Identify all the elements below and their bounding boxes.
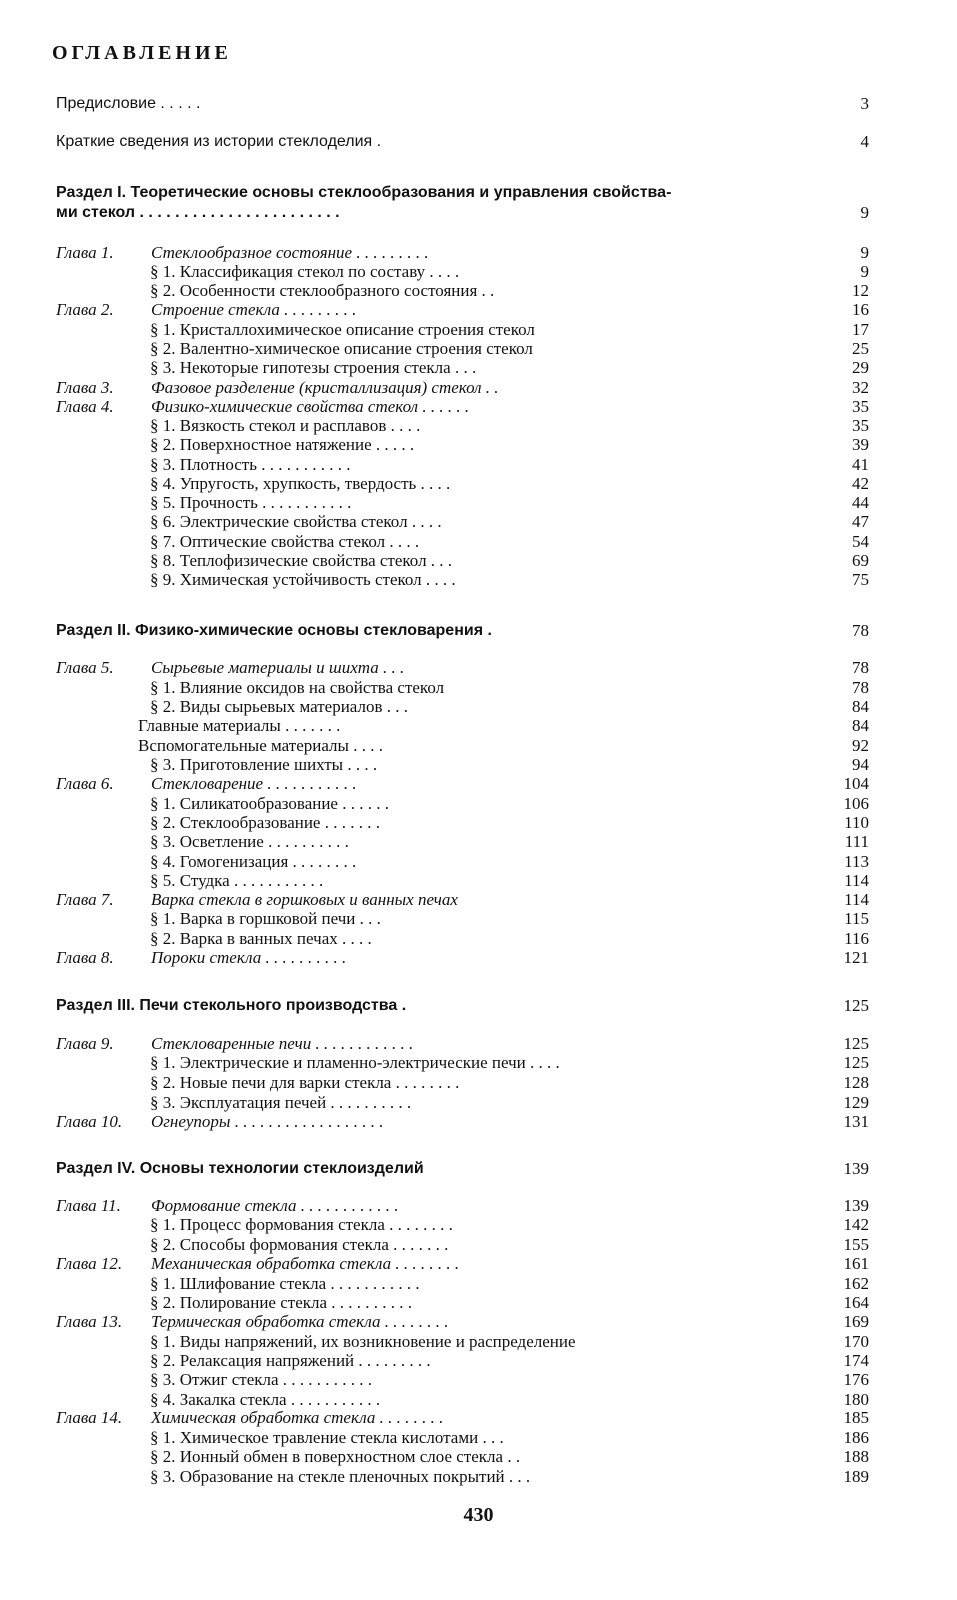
toc-entry-page: 69: [852, 551, 869, 570]
toc-entry-page: 161: [843, 1254, 869, 1273]
toc-entry-sec: [0, 678, 957, 697]
toc-entry-sec: [0, 871, 957, 890]
chapter-prefix: Глава 10.: [56, 1112, 123, 1131]
toc-entry-sub: [0, 736, 957, 755]
toc-entry-text: Варка стекла в горшковых и ванных печах: [151, 890, 458, 909]
toc-entry-sec: [0, 532, 957, 551]
toc-entry-text: § 4. Гомогенизация . . . . . . . .: [150, 852, 357, 871]
toc-entry-label: [150, 1093, 411, 1112]
toc-entry-chapter: [0, 397, 957, 416]
toc-entry-text: § 1. Вязкость стекол и расплавов . . . .: [150, 416, 421, 435]
toc-entry-sec: [0, 1467, 957, 1486]
toc-entry-text: Физико-химические свойства стекол . . . . . .: [151, 397, 470, 416]
toc-entry-page: 114: [844, 871, 869, 890]
toc-entry-page: 4: [860, 132, 869, 151]
toc-entry-page: 128: [843, 1073, 869, 1092]
toc-entry-sec: [0, 929, 957, 948]
toc-entry-sec: [0, 1274, 957, 1293]
toc-entry-label: [56, 621, 492, 640]
toc-entry-sec: [0, 832, 957, 851]
toc-entry-label: [150, 1390, 380, 1409]
toc-entry-page: 142: [843, 1215, 869, 1234]
toc-entry-page: 169: [843, 1312, 869, 1331]
toc-entry-text: § 2. Полирование стекла . . . . . . . . . .: [150, 1293, 413, 1312]
toc-entry-text: Фазовое разделение (кристаллизация) стекол . .: [151, 378, 499, 397]
toc-entry-text: § 2. Ионный обмен в поверхностном слое стекла . .: [150, 1447, 521, 1466]
toc-entry-page: 94: [852, 755, 869, 774]
toc-entry-page: 139: [843, 1159, 869, 1178]
toc-entry-sec: [0, 794, 957, 813]
toc-entry-text: § 4. Упругость, хрупкость, твердость . . . .: [150, 474, 451, 493]
toc-entry-text: Стеклообразное состояние . . . . . . . . .: [151, 243, 429, 262]
toc-entry-sec: [0, 262, 957, 281]
toc-entry-text: § 1. Силикатообразование . . . . . .: [150, 794, 389, 813]
toc-entry-label: [150, 1332, 576, 1351]
toc-entry-page: 92: [852, 736, 869, 755]
chapter-prefix: Глава 4.: [56, 397, 114, 416]
toc-entry-label: [56, 243, 429, 262]
toc-entry-label: [56, 183, 671, 202]
toc-entry-label: [56, 996, 406, 1015]
toc-entry-chapter: [0, 948, 957, 967]
toc-entry-page: 186: [843, 1428, 869, 1447]
toc-entry-plain: [0, 132, 957, 151]
toc-entry-page: 44: [852, 493, 869, 512]
toc-entry-sec: [0, 1351, 957, 1370]
toc-entry-label: [150, 852, 356, 871]
toc-entry-page: 104: [843, 774, 869, 793]
toc-entry-page: 35: [852, 416, 869, 435]
toc-entry-label: [150, 1351, 431, 1370]
toc-entry-page: 39: [852, 435, 869, 454]
toc-entry-part: [0, 183, 957, 202]
toc-entry-page: 9: [860, 262, 869, 281]
chapter-prefix: Глава 6.: [56, 774, 114, 793]
toc-entry-page: 155: [843, 1235, 869, 1254]
toc-entry-sec: [0, 474, 957, 493]
chapter-prefix: Глава 12.: [56, 1254, 123, 1273]
toc-entry-label: [150, 435, 414, 454]
toc-entry-label: [150, 339, 533, 358]
toc-entry-page: 32: [852, 378, 869, 397]
toc-entry-label: [150, 1467, 530, 1486]
toc-entry-page: 114: [844, 890, 869, 909]
chapter-prefix: Глава 9.: [56, 1034, 114, 1053]
toc-entry-label: [56, 1112, 383, 1131]
toc-entry-sec: [0, 1235, 957, 1254]
toc-entry-text: § 3. Осветление . . . . . . . . . .: [150, 832, 349, 851]
toc-entry-chapter: [0, 378, 957, 397]
toc-entry-sec: [0, 1215, 957, 1234]
toc-entry-page: 131: [843, 1112, 869, 1131]
toc-entry-label: [150, 1053, 560, 1072]
toc-entry-label: [150, 570, 456, 589]
toc-entry-page: 189: [843, 1467, 869, 1486]
toc-entry-sec: [0, 416, 957, 435]
toc-entry-label: [56, 1159, 424, 1178]
chapter-prefix: Глава 5.: [56, 658, 114, 677]
toc-entry-text: § 9. Химическая устойчивость стекол . . . .: [150, 570, 456, 589]
toc-entry-label: [150, 832, 349, 851]
toc-entry-page: 129: [843, 1093, 869, 1112]
toc-entry-label: [150, 416, 420, 435]
toc-entry-text: § 1. Процесс формования стекла . . . . . . . .: [150, 1215, 453, 1234]
toc-entry-label: [150, 551, 452, 570]
toc-entry-page: 180: [843, 1390, 869, 1409]
toc-entry-text: § 6. Электрические свойства стекол . . . .: [150, 512, 442, 531]
toc-entry-page: 176: [843, 1370, 869, 1389]
toc-entry-label: [56, 378, 499, 397]
toc-entry-label: [56, 1034, 413, 1053]
toc-entry-label: [150, 1274, 420, 1293]
toc-entry-sec: [0, 1370, 957, 1389]
chapter-prefix: Глава 13.: [56, 1312, 123, 1331]
toc-entry-page: 78: [852, 621, 869, 640]
toc-entry-text: Вспомогательные материалы . . . .: [138, 736, 383, 755]
toc-entry-text: Строение стекла . . . . . . . . .: [151, 300, 357, 319]
toc-entry-text: Главные материалы . . . . . . .: [138, 716, 341, 735]
toc-entry-label: [150, 678, 444, 697]
toc-entry-text: Раздел I. Теоретические основы стеклообразования и управления свойства-: [56, 184, 672, 201]
toc-entry-sec: [0, 1390, 957, 1409]
toc-entry-text: § 2. Особенности стеклообразного состояния . .: [150, 281, 495, 300]
toc-entry-label: [150, 281, 494, 300]
toc-entry-page: 110: [844, 813, 869, 832]
toc-entry-text: Раздел III. Печи стекольного производства .: [56, 997, 407, 1014]
toc-entry-sec: [0, 358, 957, 377]
toc-entry-text: § 4. Закалка стекла . . . . . . . . . . .: [150, 1390, 381, 1409]
toc-entry-page: 9: [860, 203, 869, 222]
toc-entry-sec: [0, 909, 957, 928]
toc-entry-page: 121: [843, 948, 869, 967]
toc-entry-sec: [0, 1093, 957, 1112]
toc-entry-text: § 1. Варка в горшковой печи . . .: [150, 909, 381, 928]
toc-entry-label: [56, 890, 458, 909]
toc-entry-chapter: [0, 774, 957, 793]
toc-entry-text: Стекловаренные печи . . . . . . . . . . . .: [151, 1034, 414, 1053]
toc-entry-label: [150, 262, 459, 281]
toc-entry-page: 188: [843, 1447, 869, 1466]
toc-entry-sec: [0, 813, 957, 832]
toc-entry-label: [150, 474, 450, 493]
toc-entry-text: § 2. Стеклообразование . . . . . . .: [150, 813, 380, 832]
toc-entry-text: Предисловие . . . . .: [56, 95, 201, 112]
toc-entry-page: 78: [852, 658, 869, 677]
chapter-prefix: Глава 3.: [56, 378, 114, 397]
toc-entry-text: § 5. Студка . . . . . . . . . . .: [150, 871, 324, 890]
toc-entry-page: 111: [844, 832, 869, 851]
toc-entry-page: 106: [843, 794, 869, 813]
toc-entry-text: Формование стекла . . . . . . . . . . . .: [151, 1196, 399, 1215]
toc-entry-text: § 3. Некоторые гипотезы строения стекла . . .: [150, 358, 477, 377]
toc-entry-chapter: [0, 890, 957, 909]
toc-entry-sub: [0, 716, 957, 735]
toc-entry-text: § 1. Классификация стекол по составу . . . .: [150, 262, 460, 281]
toc-entry-text: § 3. Отжиг стекла . . . . . . . . . . .: [150, 1370, 373, 1389]
toc-entry-page: 116: [844, 929, 869, 948]
toc-entry-label: [56, 94, 200, 113]
toc-entry-label: [150, 1293, 412, 1312]
toc-entry-text: § 2. Виды сырьевых материалов . . .: [150, 697, 408, 716]
toc-entry-label: [150, 1447, 520, 1466]
toc-entry-page: 29: [852, 358, 869, 377]
toc-entry-label: [150, 755, 377, 774]
toc-entry-label: [150, 455, 350, 474]
toc-entry-page: 16: [852, 300, 869, 319]
toc-entry-part: [0, 996, 957, 1015]
toc-entry-sec: [0, 281, 957, 300]
toc-entry-page: 12: [852, 281, 869, 300]
chapter-prefix: Глава 2.: [56, 300, 114, 319]
toc-entry-sec: [0, 551, 957, 570]
toc-entry-sec: [0, 697, 957, 716]
toc-entry-page: 139: [843, 1196, 869, 1215]
toc-entry-sec: [0, 435, 957, 454]
page-title: ОГЛАВЛЕНИЕ: [52, 42, 232, 64]
toc-entry-label: [56, 1254, 459, 1273]
page-number: 430: [463, 1504, 494, 1526]
toc-entry-label: [150, 1215, 453, 1234]
toc-entry-label: [150, 909, 381, 928]
toc-entry-chapter: [0, 300, 957, 319]
toc-entry-text: § 3. Образование на стекле пленочных покрытий . . .: [150, 1467, 531, 1486]
toc-entry-text: Раздел IV. Основы технологии стеклоизделий: [56, 1160, 424, 1177]
toc-entry-text: § 1. Влияние оксидов на свойства стекол: [150, 678, 445, 697]
toc-entry-text: § 2. Поверхностное натяжение . . . . .: [150, 435, 415, 454]
toc-entry-label: [56, 1408, 443, 1427]
toc-entry-label: [150, 1073, 459, 1092]
toc-entry-label: [56, 1312, 449, 1331]
toc-entry-label: [150, 493, 351, 512]
toc-entry-sec: [0, 755, 957, 774]
toc-entry-text: ми стекол . . . . . . . . . . . . . . . . . . . . . . .: [56, 204, 340, 221]
toc-entry-page: 84: [852, 697, 869, 716]
toc-entry-label: [150, 320, 535, 339]
toc-entry-sec: [0, 493, 957, 512]
toc-entry-text: § 8. Теплофизические свойства стекол . . .: [150, 551, 453, 570]
toc-entry-sec: [0, 1053, 957, 1072]
toc-entry-page: 42: [852, 474, 869, 493]
toc-entry-label: [150, 532, 419, 551]
toc-entry-text: Стекловарение . . . . . . . . . . .: [151, 774, 357, 793]
toc-entry-text: Краткие сведения из истории стеклоделия .: [56, 133, 382, 150]
toc-entry-page: 17: [852, 320, 869, 339]
toc-entry-text: Раздел II. Физико-химические основы стекловарения .: [56, 622, 492, 639]
toc-entry-page: 125: [843, 1034, 869, 1053]
toc-entry-label: [56, 203, 340, 222]
toc-entry-text: § 1. Шлифование стекла . . . . . . . . . . .: [150, 1274, 420, 1293]
toc-entry-sec: [0, 339, 957, 358]
toc-entry-chapter: [0, 1312, 957, 1331]
toc-entry-sec: [0, 852, 957, 871]
toc-entry-plain: [0, 94, 957, 113]
toc-entry-page: 78: [852, 678, 869, 697]
toc-entry-text: § 1. Электрические и пламенно-электрические печи . . . .: [150, 1053, 560, 1072]
toc-entry-page: 170: [843, 1332, 869, 1351]
toc-entry-sec: [0, 1293, 957, 1312]
toc-entry-label: [138, 716, 340, 735]
toc-entry-page: 3: [860, 94, 869, 113]
toc-entry-label: [56, 948, 346, 967]
toc-entry-sec: [0, 320, 957, 339]
toc-entry-text: § 2. Способы формования стекла . . . . . . .: [150, 1235, 449, 1254]
toc-entry-text: § 3. Плотность . . . . . . . . . . .: [150, 455, 351, 474]
toc-entry-part: [0, 621, 957, 640]
toc-entry-label: [150, 813, 380, 832]
toc-entry-part: [0, 1159, 957, 1178]
toc-entry-page: 115: [844, 909, 869, 928]
toc-entry-text: Химическая обработка стекла . . . . . . . .: [151, 1408, 444, 1427]
toc-entry-sec: [0, 1447, 957, 1466]
toc-entry-page: 185: [843, 1408, 869, 1427]
toc-entry-text: Термическая обработка стекла . . . . . . . .: [151, 1312, 449, 1331]
toc-entry-chapter: [0, 1254, 957, 1273]
toc-entry-label: [56, 774, 357, 793]
toc-entry-page: 9: [860, 243, 869, 262]
toc-entry-page: 164: [843, 1293, 869, 1312]
toc-entry-page: 113: [844, 852, 869, 871]
toc-entry-text: § 5. Прочность . . . . . . . . . . .: [150, 493, 352, 512]
toc-entry-text: § 3. Эксплуатация печей . . . . . . . . . .: [150, 1093, 412, 1112]
toc-entry-page: 41: [852, 455, 869, 474]
toc-entry-sec: [0, 512, 957, 531]
toc-entry-page: 25: [852, 339, 869, 358]
toc-entry-sec: [0, 1332, 957, 1351]
toc-entry-sec: [0, 570, 957, 589]
toc-entry-page: 125: [843, 1053, 869, 1072]
toc-entry-sec: [0, 1428, 957, 1447]
toc-entry-label: [56, 300, 356, 319]
chapter-prefix: Глава 7.: [56, 890, 114, 909]
toc-entry-chapter: [0, 1408, 957, 1427]
toc-entry-label: [150, 1235, 448, 1254]
toc-entry-text: § 2. Валентно-химическое описание строения стекол: [150, 339, 533, 358]
toc-entry-label: [138, 736, 383, 755]
toc-entry-sec: [0, 455, 957, 474]
toc-entry-text: Огнеупоры . . . . . . . . . . . . . . . . . .: [151, 1112, 384, 1131]
toc-entry-text: § 2. Новые печи для варки стекла . . . . . . . .: [150, 1073, 460, 1092]
toc-entry-label: [150, 358, 476, 377]
toc-entry-page: 54: [852, 532, 869, 551]
toc-entry-label: [150, 871, 323, 890]
toc-entry-label: [56, 1196, 398, 1215]
toc-entry-part2: [0, 203, 957, 222]
toc-entry-page: 174: [843, 1351, 869, 1370]
chapter-prefix: Глава 8.: [56, 948, 114, 967]
toc-entry-text: § 1. Виды напряжений, их возникновение и распределение: [150, 1332, 576, 1351]
toc-entry-page: 47: [852, 512, 869, 531]
toc-entry-label: [150, 929, 372, 948]
toc-entry-chapter: [0, 243, 957, 262]
toc-entry-chapter: [0, 1196, 957, 1215]
toc-entry-page: 75: [852, 570, 869, 589]
toc-entry-text: Пороки стекла . . . . . . . . . .: [151, 948, 347, 967]
toc-entry-text: § 2. Релаксация напряжений . . . . . . . . .: [150, 1351, 431, 1370]
toc-entry-chapter: [0, 658, 957, 677]
chapter-prefix: Глава 11.: [56, 1196, 121, 1215]
toc-entry-label: [56, 397, 469, 416]
toc-entry-chapter: [0, 1034, 957, 1053]
toc-entry-page: 162: [843, 1274, 869, 1293]
toc-entry-label: [150, 794, 389, 813]
toc-entry-chapter: [0, 1112, 957, 1131]
toc-entry-page: 35: [852, 397, 869, 416]
toc-entry-text: § 2. Варка в ванных печах . . . .: [150, 929, 372, 948]
toc-entry-label: [150, 1370, 372, 1389]
toc-entry-text: § 3. Приготовление шихты . . . .: [150, 755, 378, 774]
toc-entry-page: 125: [843, 996, 869, 1015]
toc-entry-sec: [0, 1073, 957, 1092]
toc-entry-text: Сырьевые материалы и шихта . . .: [151, 658, 405, 677]
toc-entry-page: 84: [852, 716, 869, 735]
toc-entry-label: [56, 132, 381, 151]
toc-entry-label: [150, 697, 408, 716]
chapter-prefix: Глава 14.: [56, 1408, 123, 1427]
toc-entry-text: Механическая обработка стекла . . . . . . . .: [151, 1254, 460, 1273]
toc-entry-text: § 1. Химическое травление стекла кислотами . . .: [150, 1428, 504, 1447]
toc-entry-label: [150, 512, 442, 531]
toc-entry-text: § 1. Кристаллохимическое описание строения стекол: [150, 320, 535, 339]
toc-entry-label: [150, 1428, 504, 1447]
chapter-prefix: Глава 1.: [56, 243, 114, 262]
toc-entry-label: [56, 658, 404, 677]
toc-entry-text: § 7. Оптические свойства стекол . . . .: [150, 532, 420, 551]
